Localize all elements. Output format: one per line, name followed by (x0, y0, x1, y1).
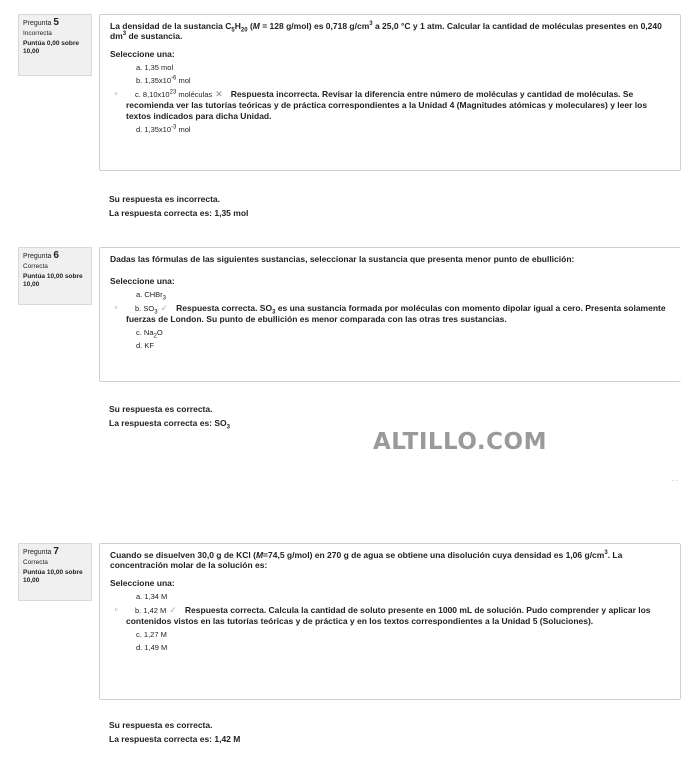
result-7 (109, 718, 240, 746)
question-text-5: La densidad de la sustancia $C_5H_{20}$ (M = 128 g/mol) es 0,718 $g/cm^3$ a 25,0 °C y 1 atm. Calcular la cantidad de moléculas presentes en 0,240 $dm^3$ de sustancia. (110, 21, 662, 41)
cross-icon: ✕ (215, 89, 223, 99)
decorative-dots: - - (672, 478, 678, 484)
result-5 (109, 192, 248, 220)
correct-answer-6: La respuesta correcta es: $SO_3$ (109, 418, 230, 431)
correct-answer-5: La respuesta correcta es: 1,35 mol (109, 208, 249, 218)
question-number-5: Pregunta 5 (23, 17, 59, 28)
check-icon: ✓ (160, 303, 169, 313)
answer-option-5d[interactable]: d. $1,35x10^{-3}$ mol (136, 124, 191, 134)
question-content-7 (99, 543, 681, 700)
correct-answer-7: La respuesta correcta es: 1,42 M (109, 734, 241, 744)
question-state-7: Correcta (23, 559, 48, 566)
select-prompt-7: Seleccione una: (110, 578, 175, 588)
answer-option-5b[interactable]: b. $1,35x10^{-6}$ mol (136, 75, 191, 85)
question-grade-6: Puntúa 10,00 sobre 10,00 (23, 273, 83, 288)
question-content-5 (99, 14, 681, 171)
result-6 (109, 402, 230, 430)
feedback-text-5: Respuesta incorrecta. Revisar la diferencia entre número de moléculas y cantidad de moléculas. Se recomienda ver las tutorías teóricas y de práctica correspondientes a la Unidad 4 (Magnitudes atómicas y moleculares) y leer los textos indicados para dicha Unidad. (126, 89, 648, 121)
question-grade-7: Puntúa 10,00 sobre 10,00 (23, 569, 83, 584)
question-content-6 (99, 247, 681, 382)
triangle-right-icon: ▹ (115, 91, 119, 97)
answer-option-7b[interactable]: ▹ b. 1,42 M ✓ Respuesta correcta. Calcula la cantidad de soluto presente en 1000 mL de solución. Pudo comprender y aplicar los contenidos vistos en las tutorías teóricas y de práctica y en los textos correspondientes a la Unidad 5 (Soluciones). (115, 605, 651, 626)
question-state-5: Incorrecta (23, 30, 52, 37)
feedback-text-6: Respuesta correcta. $SO_3$ es una sustancia formada por moléculas con momento dipolar igual a cero. Presenta solamente fuerzas de London. Su punto de ebullición es menor comparada con las otras tres sustancias. (126, 303, 666, 324)
result-status-7: Su respuesta es correcta. (109, 720, 213, 730)
result-status-6: Su respuesta es correcta. (109, 404, 213, 414)
select-prompt-5: Seleccione una: (110, 49, 175, 59)
triangle-right-icon: ▹ (115, 305, 119, 311)
answer-option-7a[interactable]: a. 1,34 M (136, 592, 168, 601)
question-grade-5: Puntúa 0,00 sobre 10,00 (23, 40, 79, 55)
answer-option-6c[interactable]: c. $Na_2O$ (136, 328, 163, 340)
answer-option-6d[interactable]: d. KF (136, 341, 154, 350)
triangle-right-icon: ▹ (115, 607, 119, 613)
result-status-5: Su respuesta es incorrecta. (109, 194, 221, 204)
answer-option-7d[interactable]: d. 1,49 M (136, 643, 168, 652)
answer-option-6a[interactable]: a. CHBr$_3$ (136, 290, 167, 302)
question-text-7: Cuando se disuelven 30,0 g de KCl (M=74,5 g/mol) en 270 g de agua se obtiene una disolución cuya densidad es 1,06 $g/cm^3$. La concentración molar de la solución es: (110, 550, 623, 570)
answer-option-7c[interactable]: c. 1,27 M (136, 630, 167, 639)
watermark-text: ALTILLO.COM (373, 429, 547, 455)
answer-option-6b[interactable]: ▹ b. $SO_3$ ✓ Respuesta correcta. $SO_3$ es una sustancia formada por moléculas con momento dipolar igual a cero. Presenta solamente fuerzas de London. Su punto de ebullición es menor comparada con las otras tres sustancias. (115, 303, 666, 324)
question-number-7: Pregunta 7 (23, 546, 59, 557)
check-icon: ✓ (169, 605, 177, 615)
question-number-6: Pregunta 6 (23, 250, 59, 261)
question-state-6: Correcta (23, 263, 48, 270)
question-text-6: Dadas las fórmulas de las siguientes sustancias, seleccionar la sustancia que presenta menor punto de ebullición: (110, 254, 575, 264)
question-info-5 (18, 14, 92, 76)
select-prompt-6: Seleccione una: (110, 276, 175, 286)
answer-option-5a[interactable]: a. 1,35 mol (136, 63, 174, 72)
question-info-6 (18, 247, 92, 305)
question-info-7 (18, 543, 92, 601)
answer-option-5c[interactable]: ▹ c. $8,10x10^{23}$ moléculas ✕ Respuesta incorrecta. Revisar la diferencia entre número de moléculas y cantidad de moléculas. Se recomienda ver las tutorías teóricas y de práctica correspondientes a la Unidad 4 (Magnitudes atómicas y moleculares) y leer los textos indicados para dicha Unidad. (115, 89, 648, 121)
feedback-text-7: Respuesta correcta. Calcula la cantidad de soluto presente en 1000 mL de solución. Pudo comprender y aplicar los contenidos vistos en las tutorías teóricas y de práctica y en los textos correspondientes a la Unidad 5 (Soluciones). (126, 605, 651, 626)
